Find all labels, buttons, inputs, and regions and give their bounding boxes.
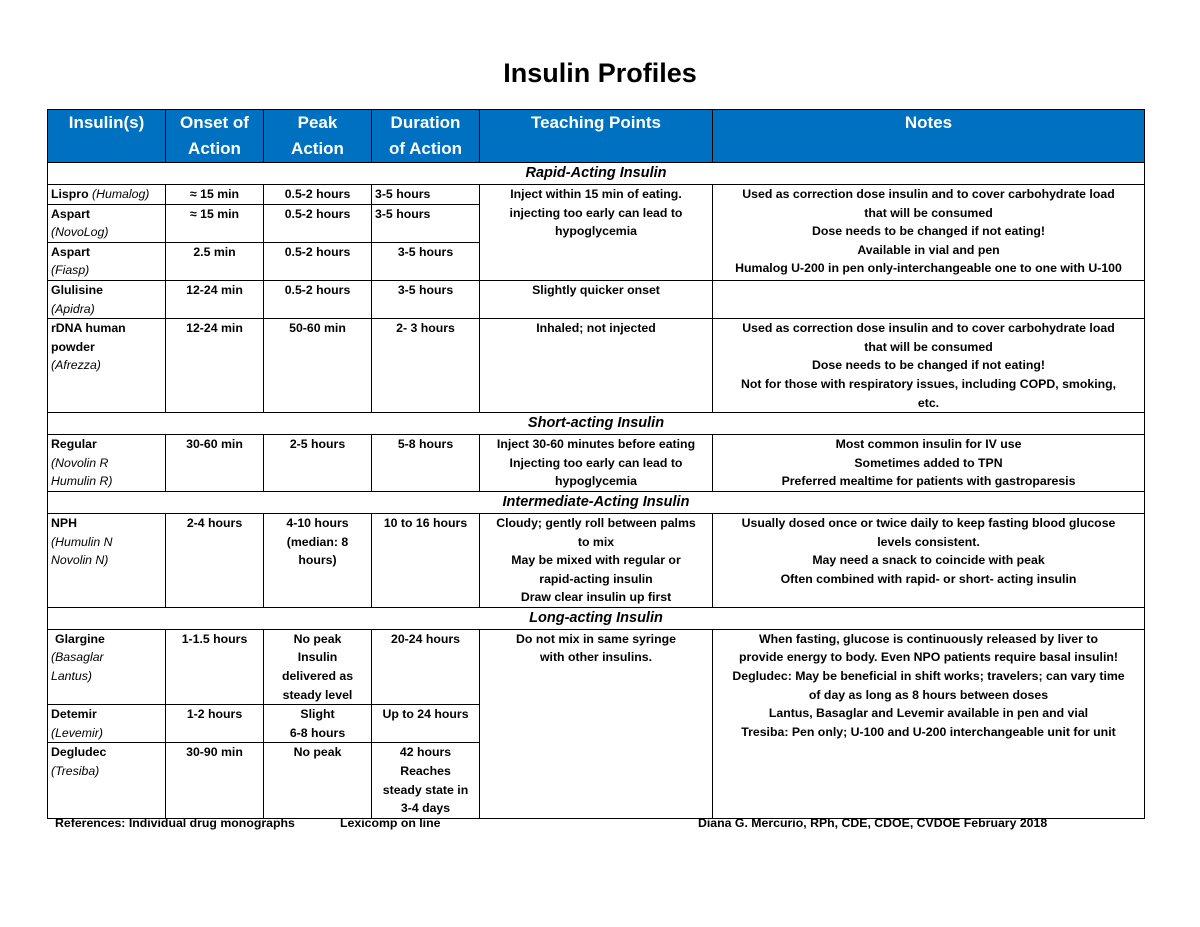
table-row [48, 629, 1145, 704]
table-row [48, 319, 1145, 413]
header-onset: Onset of Action [166, 110, 264, 163]
section-row [48, 413, 1145, 435]
section-intermediate: Intermediate-Acting Insulin [48, 491, 1145, 513]
table-row [48, 280, 1145, 318]
onset-cell: 2-4 hours [166, 513, 264, 607]
header-peak: Peak Action [264, 110, 372, 163]
onset-cell: ≈ 15 min [166, 204, 264, 242]
peak-cell: Slight 6-8 hours [264, 705, 372, 743]
duration-cell: 42 hours Reaches steady state in 3-4 days [372, 743, 480, 818]
onset-cell: ≈ 15 min [166, 185, 264, 205]
teaching-cell: Slightly quicker onset [480, 280, 713, 318]
insulin-name: Detemir (Levemir) [48, 705, 166, 743]
onset-cell: 1-2 hours [166, 705, 264, 743]
insulin-name: Degludec (Tresiba) [48, 743, 166, 818]
duration-cell: 3-5 hours [372, 204, 480, 242]
section-row [48, 491, 1145, 513]
header-teaching: Teaching Points [480, 110, 713, 163]
onset-cell: 1-1.5 hours [166, 629, 264, 704]
peak-cell: No peak [264, 743, 372, 818]
insulin-profiles-table [47, 109, 1145, 819]
teaching-cell: Do not mix in same syringe with other insulins. [480, 629, 713, 818]
insulin-name: rDNA human powder (Afrezza) [48, 319, 166, 413]
section-long: Long-acting Insulin [48, 607, 1145, 629]
header-insulin: Insulin(s) [48, 110, 166, 163]
header-duration: Duration of Action [372, 110, 480, 163]
insulin-name: Aspart (Fiasp) [48, 242, 166, 280]
peak-cell: 4-10 hours (median: 8 hours) [264, 513, 372, 607]
section-row [48, 163, 1145, 185]
notes-cell: When fasting, glucose is continuously released by liver to provide energy to body. Even NPO patients require basal insulin! Degludec: May be beneficial in shift works; travelers; can vary time of day as long as 8 hours between doses Lantus, Basaglar and Levemir available in pen and vial Tresiba: Pen only; U-100 and U-200 interchangeable unit for unit [713, 629, 1145, 818]
onset-cell: 30-90 min [166, 743, 264, 818]
duration-cell: Up to 24 hours [372, 705, 480, 743]
onset-cell: 30-60 min [166, 435, 264, 492]
footer-author: Diana G. Mercurio, RPh, CDE, CDOE, CVDOE February 2018 [698, 816, 1048, 830]
insulin-name: Lispro (Humalog) [48, 185, 166, 205]
peak-cell: 0.5-2 hours [264, 242, 372, 280]
peak-cell: 0.5-2 hours [264, 185, 372, 205]
duration-cell: 10 to 16 hours [372, 513, 480, 607]
peak-cell: 50-60 min [264, 319, 372, 413]
insulin-name: Regular (Novolin R Humulin R) [48, 435, 166, 492]
table-row [48, 435, 1145, 492]
duration-cell: 3-5 hours [372, 280, 480, 318]
duration-cell: 5-8 hours [372, 435, 480, 492]
onset-cell: 2.5 min [166, 242, 264, 280]
teaching-cell: Inject within 15 min of eating. injecting too early can lead to hypoglycemia [480, 185, 713, 281]
teaching-cell: Inject 30-60 minutes before eating Injecting too early can lead to hypoglycemia [480, 435, 713, 492]
teaching-cell: Inhaled; not injected [480, 319, 713, 413]
onset-cell: 12-24 min [166, 280, 264, 318]
header-row [48, 110, 1145, 163]
section-row [48, 607, 1145, 629]
duration-cell: 3-5 hours [372, 242, 480, 280]
duration-cell: 3-5 hours [372, 185, 480, 205]
duration-cell: 20-24 hours [372, 629, 480, 704]
onset-cell: 12-24 min [166, 319, 264, 413]
insulin-name: Glulisine (Apidra) [48, 280, 166, 318]
section-rapid: Rapid-Acting Insulin [48, 163, 1145, 185]
footer-lexicomp: Lexicomp on line [340, 816, 441, 830]
notes-cell [713, 280, 1145, 318]
table-row [48, 185, 1145, 205]
insulin-name: NPH (Humulin N Novolin N) [48, 513, 166, 607]
insulin-name: Glargine (Basaglar Lantus) [48, 629, 166, 704]
peak-cell: No peak Insulin delivered as steady level [264, 629, 372, 704]
teaching-cell: Cloudy; gently roll between palms to mix May be mixed with regular or rapid-acting insulin Draw clear insulin up first [480, 513, 713, 607]
footer-references: References: Individual drug monographs [55, 816, 295, 830]
peak-cell: 0.5-2 hours [264, 204, 372, 242]
duration-cell: 2- 3 hours [372, 319, 480, 413]
section-short: Short-acting Insulin [48, 413, 1145, 435]
table-row [48, 513, 1145, 607]
insulin-name: Aspart (NovoLog) [48, 204, 166, 242]
notes-cell: Most common insulin for IV use Sometimes added to TPN Preferred mealtime for patients with gastroparesis [713, 435, 1145, 492]
notes-cell: Used as correction dose insulin and to cover carbohydrate load that will be consumed Dose needs to be changed if not eating! Available in vial and pen Humalog U-200 in pen only-interchangeable one to one with U-100 [713, 185, 1145, 281]
notes-cell: Usually dosed once or twice daily to keep fasting blood glucose levels consistent. May need a snack to coincide with peak Often combined with rapid- or short- acting insulin [713, 513, 1145, 607]
header-notes: Notes [713, 110, 1145, 163]
peak-cell: 0.5-2 hours [264, 280, 372, 318]
page-title: Insulin Profiles [503, 58, 697, 88]
peak-cell: 2-5 hours [264, 435, 372, 492]
notes-cell: Used as correction dose insulin and to cover carbohydrate load that will be consumed Dose needs to be changed if not eating! Not for those with respiratory issues, including COPD, smoking, etc. [713, 319, 1145, 413]
